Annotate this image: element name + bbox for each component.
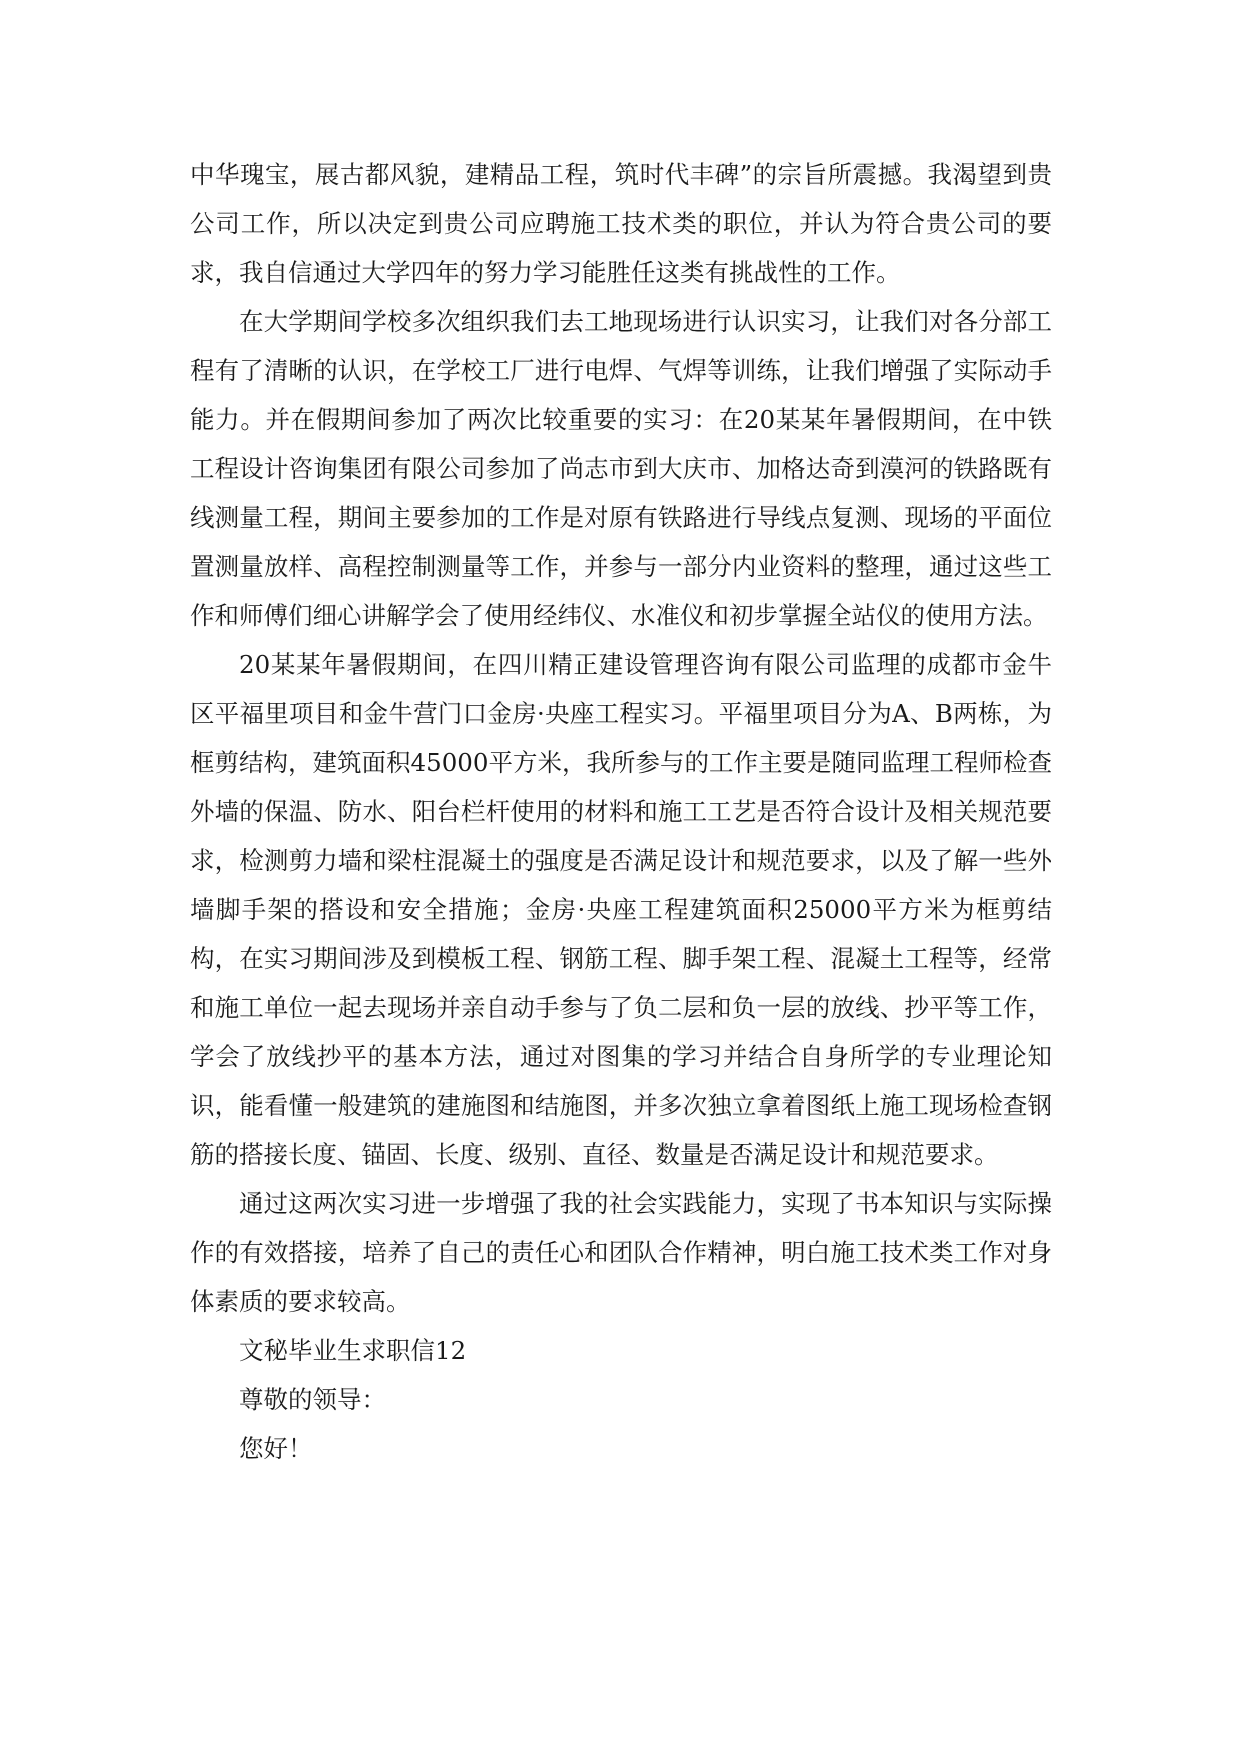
letter-salutation: 尊敬的领导：	[239, 1385, 386, 1414]
letter-heading: 文秘毕业生求职信12	[239, 1336, 467, 1365]
paragraph-summary: 通过这两次实习进一步增强了我的社会实践能力，实现了书本知识与实际操作的有效搭接，培养了自己的责任心和团队合作精神，明白施工技术类工作对身体素质的要求较高。	[190, 1189, 1052, 1316]
paragraph-internship-overview: 在大学期间学校多次组织我们去工地现场进行认识实习，让我们对各分部工程有了清晰的认识，在学校工厂进行电焊、气焊等训练，让我们增强了实际动手能力。并在假期间参加了两次比较重要的实习：在20某某年暑假期间，在中铁工程设计咨询集团有限公司参加了尚志市到大庆市、加格达奇到漠河的铁路既有线测量工程，期间主要参加的工作是对原有铁路进行导线点复测、现场的平面位置测量放样、高程控制测量等工作，并参与一部分内业资料的整理，通过这些工作和师傅们细心讲解学会了使用经纬仪、水准仪和初步掌握全站仪的使用方法。	[190, 307, 1052, 630]
letter-greeting: 您好！	[239, 1434, 313, 1463]
document-page	[190, 150, 1052, 1473]
paragraph-internship-details: 20某某年暑假期间，在四川精正建设管理咨询有限公司监理的成都市金牛区平福里项目和金牛营门口金房·央座工程实习。平福里项目分为A、B两栋，为框剪结构，建筑面积45000平方米，我所参与的工作主要是随同监理工程师检查外墙的保温、防水、阳台栏杆使用的材料和施工工艺是否符合设计及相关规范要求，检测剪力墙和梁柱混凝土的强度是否满足设计和规范要求，以及了解一些外墙脚手架的搭设和安全措施；金房·央座工程建筑面积25000平方米为框剪结构，在实习期间涉及到模板工程、钢筋工程、脚手架工程、混凝土工程等，经常和施工单位一起去现场并亲自动手参与了负二层和负一层的放线、抄平等工作，学会了放线抄平的基本方法，通过对图集的学习并结合自身所学的专业理论知识，能看懂一般建筑的建施图和结施图，并多次独立拿着图纸上施工现场检查钢筋的搭接长度、锚固、长度、级别、直径、数量是否满足设计和规范要求。	[190, 650, 1052, 1169]
paragraph-continuation: 中华瑰宝，展古都风貌，建精品工程，筑时代丰碑”的宗旨所震撼。我渴望到贵公司工作，所以决定到贵公司应聘施工技术类的职位，并认为符合贵公司的要求，我自信通过大学四年的努力学习能胜任这类有挑战性的工作。	[190, 160, 1052, 287]
